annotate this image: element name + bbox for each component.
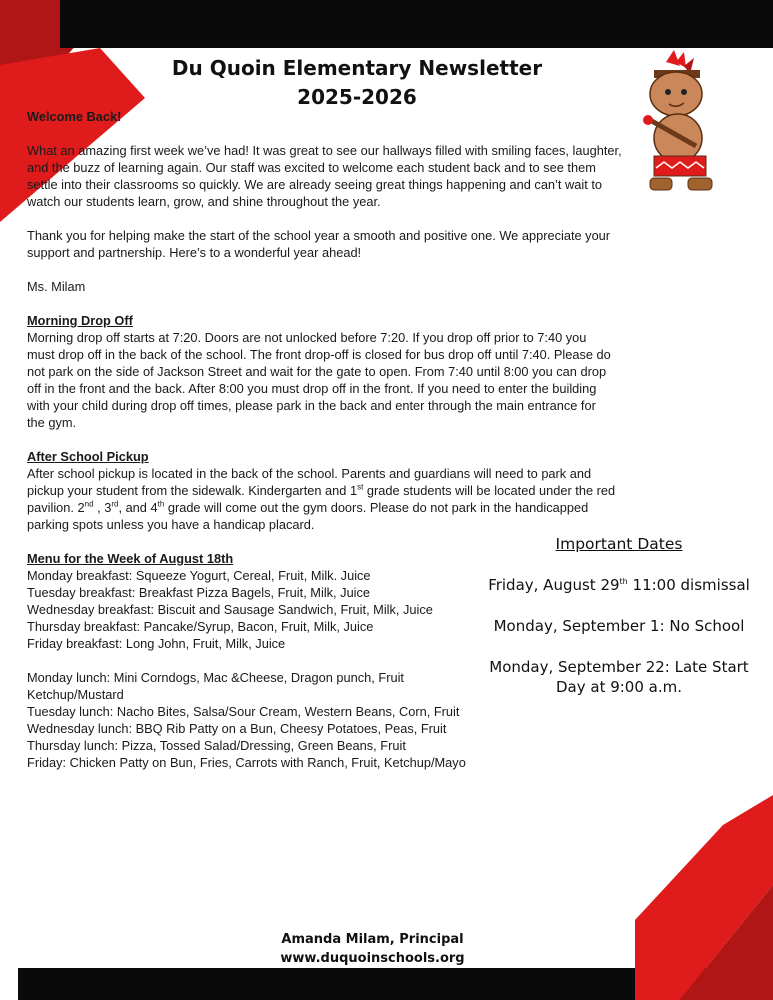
welcome-paragraph-2: Thank you for helping make the start of the school year a smooth and positive one. We appreciate your support and partnership. Here’s to a wonderful year ahead! (27, 228, 611, 260)
title-line-2: 2025-2026 (297, 85, 417, 109)
date-item: Monday, September 22: Late Start Day at 9:00 a.m. (489, 658, 749, 696)
list-item: Friday breakfast: Long John, Fruit, Milk, Juice (27, 636, 286, 651)
welcome-heading: Welcome Back! (27, 109, 122, 124)
bottom-right-decoration (630, 795, 773, 1000)
menu-heading: Menu for the Week of August 18th (27, 551, 234, 566)
top-black-bar (60, 0, 773, 48)
title-line-1: Du Quoin Elementary Newsletter (171, 56, 543, 80)
drop-off-heading: Morning Drop Off (27, 313, 133, 328)
list-item: Tuesday breakfast: Breakfast Pizza Bagels, Fruit, Milk, Juice (27, 585, 371, 600)
date-item: Monday, September 1: No School (493, 617, 745, 635)
lunch-list (27, 669, 467, 771)
newsletter-title (150, 54, 564, 112)
list-item: Monday breakfast: Squeeze Yogurt, Cereal, Fruit, Milk. Juice (27, 568, 371, 583)
welcome-paragraph-1: What an amazing first week we’ve had! It was great to see our hallways filled with smiling faces, laughter, and the buzz of learning again. Our staff was excited to welcome each student back and to see them settle into their classrooms so quickly. We are already seeing great things happening and can’t wait to watch our students learn, grow, and shine throughout the year. (27, 143, 622, 209)
pickup-heading: After School Pickup (27, 449, 149, 464)
list-item: Thursday lunch: Pizza, Tossed Salad/Dressing, Green Beans, Fruit (27, 738, 406, 753)
website-link[interactable]: www.duquoinschools.org (280, 951, 465, 966)
list-item: Tuesday lunch: Nacho Bites, Salsa/Sour Cream, Western Beans, Corn, Fruit (27, 704, 460, 719)
list-item: Monday lunch: Mini Corndogs, Mac &Cheese, Dragon punch, Fruit Ketchup/Mustard (27, 670, 404, 702)
list-item: Wednesday breakfast: Biscuit and Sausage Sandwich, Fruit, Milk, Juice (27, 602, 433, 617)
principal-name: Amanda Milam, Principal (281, 932, 464, 947)
list-item: Thursday breakfast: Pancake/Syrup, Bacon, Fruit, Milk, Juice (27, 619, 374, 634)
drop-off-text: Morning drop off starts at 7:20. Doors are not unlocked before 7:20. If you drop off prior to 7:40 you must drop off in the back of the school. The front drop-off is closed for bus drop off until 7:40. Please do not park on the side of Jackson Street and wait for the gate to open. From 7:40 until 8:00 you can drop off in the front and the back. After 8:00 you must drop off in the front. If you need to enter the building with your child during drop off times, please park in the back and enter through the main entrance for the gym. (27, 330, 611, 430)
pickup-text: After school pickup is located in the back of the school. Parents and guardians will need to park and pickup your student from the sidewalk. Kindergarten and 1st grade students will be located under the red pavilion. 2nd , 3rd, and 4th grade will come out the gym doors. Please do not park in the handicapped parking spots unless you have a handicap placard. (27, 466, 616, 532)
footer (230, 930, 515, 968)
important-dates-title: Important Dates (555, 535, 683, 553)
list-item: Friday: Chicken Patty on Bun, Fries, Carrots with Ranch, Fruit, Ketchup/Mayo (27, 755, 466, 770)
date-item: Friday, August 29th 11:00 dismissal (488, 576, 750, 594)
signature: Ms. Milam (27, 279, 86, 294)
mascot-illustration (636, 50, 720, 198)
list-item: Wednesday lunch: BBQ Rib Patty on a Bun, Cheesy Potatoes, Peas, Fruit (27, 721, 447, 736)
important-dates (482, 534, 756, 697)
